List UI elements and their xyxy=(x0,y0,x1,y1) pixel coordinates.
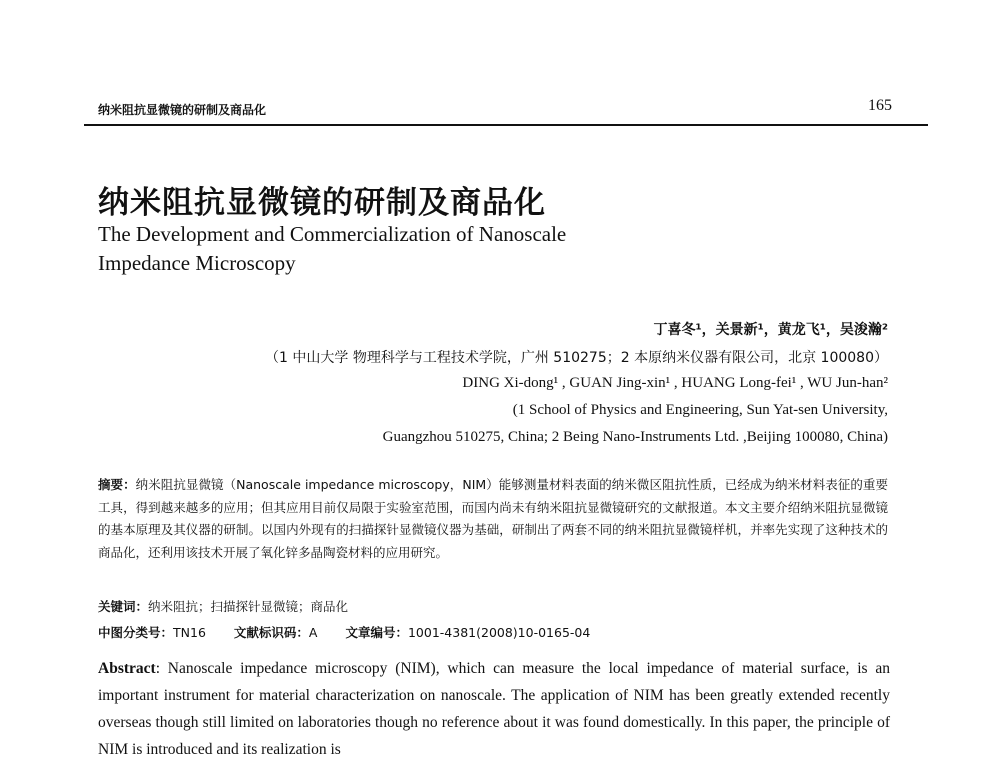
affiliation-english-line-1: (1 School of Physics and Engineering, Sun Yat-sen University, xyxy=(512,402,888,418)
chinese-abstract-label: 摘要： xyxy=(98,477,136,492)
doc-code-value: A xyxy=(308,625,318,640)
keywords-text: 纳米阻抗；扫描探针显微镜；商品化 xyxy=(148,599,349,614)
english-abstract-label: Abstract xyxy=(98,660,156,677)
doc-code-label: 文献标识码： xyxy=(233,625,309,640)
english-abstract-text: : Nanoscale impedance microscopy (NIM), which can measure the local impedance of material surface, is an important instrument for material characterization on nanoscale. The application of NIM has been greatly extended recently overseas though still limited on laboratories though no reference about it was found domestically. In this paper, the principle of NIM is introduced and its realization is xyxy=(98,660,890,758)
running-head: 纳米阻抗显微镜的研制及商品化 xyxy=(98,103,267,117)
chinese-abstract-text: 纳米阻抗显微镜（Nanoscale impedance microscopy，NIM）能够测量材料表面的纳米微区阻抗性质，已经成为纳米材料表征的重要工具，得到越来越多的应用；但其应用目前仅局限于实验室范围，而国内尚未有纳米阻抗显微镜研究的文献报道。本文主要介绍纳米阻抗显微镜的基本原理及其仪器的研制。以国内外现有的扫描探针显微镜仪器为基础，研制出了两套不同的纳米阻抗显微镜样机，并率先实现了这种技术的商品化，还利用该技术开展了氧化锌多晶陶瓷材料的应用研究。 xyxy=(98,477,888,560)
authors-english: DING Xi-dong¹ , GUAN Jing-xin¹ , HUANG Long-fei¹ , WU Jun-han² xyxy=(462,375,888,391)
english-title-line-1: The Development and Commercialization of Nanoscale xyxy=(98,222,567,246)
chinese-title: 纳米阻抗显微镜的研制及商品化 xyxy=(98,185,546,221)
english-abstract xyxy=(98,655,890,763)
page-number: 165 xyxy=(868,97,892,114)
clc-label: 中图分类号： xyxy=(98,625,174,640)
clc-value: TN16 xyxy=(173,625,206,640)
authors-chinese: 丁喜冬¹，关景新¹，黄龙飞¹，吴浚瀚² xyxy=(653,322,888,338)
english-title-line-2: Impedance Microscopy xyxy=(98,251,296,275)
classification-line xyxy=(98,623,590,641)
chinese-abstract xyxy=(98,474,888,564)
header-rule xyxy=(84,124,928,126)
article-no-value: 1001-4381(2008)10-0165-04 xyxy=(407,625,591,640)
affiliation-english-line-2: Guangzhou 510275, China; 2 Being Nano-Instruments Ltd. ,Beijing 100080, China) xyxy=(382,429,888,445)
keywords xyxy=(98,597,348,615)
keywords-label: 关键词： xyxy=(98,599,149,614)
article-no-label: 文章编号： xyxy=(345,625,408,640)
affiliation-chinese: （1 中山大学 物理科学与工程技术学院，广州 510275；2 本原纳米仪器有限公司，北京 100080） xyxy=(265,350,888,366)
